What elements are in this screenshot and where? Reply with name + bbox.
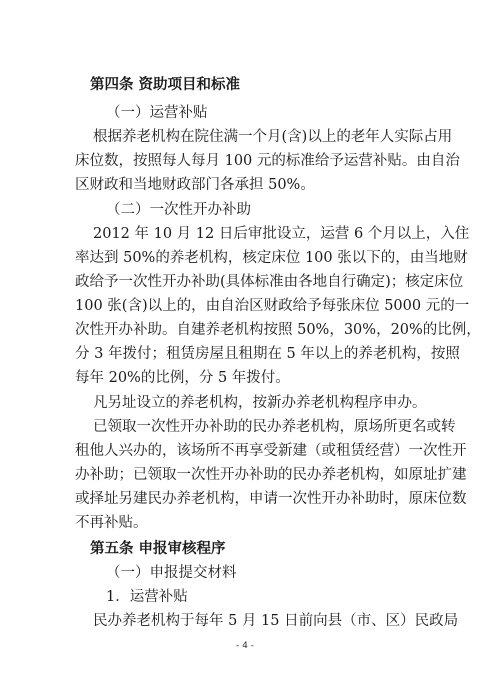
paragraph-line [0,197,490,223]
line-text: 第四条 资助项目和标准 [90,77,241,93]
paragraph-line [0,100,490,126]
paragraph-line [0,172,490,198]
line-text: 凡另址设立的养老机构，按新办养老机构程序申办。 [93,395,427,411]
paragraph-line [0,414,490,440]
line-text: 政给予一次性开办补助(具体标准由各地自行确定)；核定床位 [75,274,464,290]
paragraph-line [0,510,490,536]
line-text: 2012 年 10 月 12 日后审批设立，运营 6 个月以上，入住 [93,226,470,242]
paragraph-line [0,390,490,416]
line-text: （一）申报提交材料 [106,565,237,581]
paragraph-line [0,486,490,512]
paragraph-line [0,124,490,150]
line-text: （一）运营补贴 [106,105,208,121]
paragraph-line [0,608,490,634]
line-text: 率达到 50%的养老机构，核定床位 100 张以下的，由当地财 [75,250,468,266]
line-text: （二）一次性开办补助 [106,202,251,218]
paragraph-line [0,365,490,391]
line-text: 或择址另建民办养老机构，申请一次性开办补助时，原床位数 [75,491,467,507]
line-text: 分 3 年拨付；租赁房屋且租期在 5 年以上的养老机构，按照 [75,346,460,362]
page-number: - 4 - [236,641,254,651]
paragraph-line [0,269,490,295]
article-heading [0,536,490,562]
line-text: 床位数，按照每人每月 100 元的标准给予运营补贴。由自治 [75,153,460,169]
line-text: 不再补贴。 [75,515,148,531]
paragraph-line [0,560,490,586]
line-text: 100 张(含)以上的，由自治区财政给予每张床位 5000 元的一 [75,298,470,314]
paragraph-line [0,584,490,610]
line-text: 已领取一次性开办补助的民办养老机构，原场所更名或转 [93,419,456,435]
line-text: 办补助；已领取一次性开办补助的民办养老机构，如原址扩建 [75,467,467,483]
line-text: 租他人兴办的，该场所不再享受新建（或租赁经营）一次性开 [75,443,467,459]
article-heading [0,72,490,98]
paragraph-line [0,462,490,488]
paragraph-line [0,245,490,271]
paragraph-line [0,317,490,343]
paragraph-line [0,148,490,174]
line-text: 次性开办补助。自建养老机构按照 50%，30%，20%的比例， [75,322,481,338]
paragraph-line [0,438,490,464]
line-text: 区财政和当地财政部门各承担 50%。 [75,177,315,193]
line-text: 第五条 申报审核程序 [90,541,226,557]
line-text: 每年 20%的比例，分 5 年拨付。 [75,370,290,386]
line-text: 1．运营补贴 [106,589,188,605]
line-text: 民办养老机构于每年 5 月 15 日前向县（市、区）民政局 [93,613,459,629]
paragraph-line [0,221,490,247]
paragraph-line [0,293,490,319]
paragraph-line [0,341,490,367]
line-text: 根据养老机构在院住满一个月(含)以上的老年人实际占用 [93,129,453,145]
